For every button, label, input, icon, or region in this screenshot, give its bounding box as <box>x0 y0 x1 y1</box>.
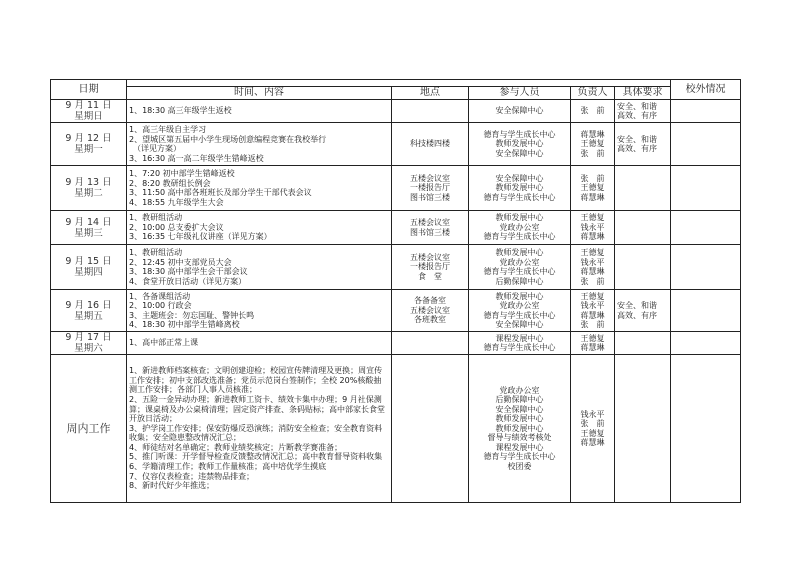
day-leaders-line: 蒋慧琳 <box>580 267 605 276</box>
day-items-line: 4、18:30 初中部学生错峰离校 <box>129 320 240 329</box>
weekly-requirements <box>615 355 671 503</box>
day-participants-line: 教师发展中心 <box>495 213 544 223</box>
day-participants-line: 教师发展中心 <box>495 183 544 193</box>
day-participants-line: 党政办公室 <box>499 222 540 232</box>
day-items-line: 2、10:00 总支委扩大会议 <box>129 222 224 232</box>
day-items <box>127 245 392 290</box>
day-requirements <box>615 166 671 211</box>
day-location <box>392 332 469 355</box>
day-requirements <box>615 332 671 355</box>
day-date-line: 9 月 14 日 <box>65 216 112 228</box>
day-requirements-line: 安全、和谐 <box>617 301 657 310</box>
day-date <box>51 166 127 211</box>
day-leaders-line: 张 前 <box>580 320 605 329</box>
day-leaders <box>571 290 615 332</box>
day-leaders-line: 王德复 <box>580 139 605 149</box>
day-leaders-line: 蒋慧琳 <box>580 232 605 242</box>
day-date-line: 星期日 <box>74 111 103 122</box>
day-location <box>392 166 469 211</box>
day-leaders-line: 蒋慧琳 <box>580 310 605 320</box>
day-date-line: 星期一 <box>74 144 103 155</box>
weekly-schedule-table <box>50 79 741 503</box>
day-date-line: 9 月 15 日 <box>65 256 112 267</box>
weekly-participants-line: 校团委 <box>507 461 532 471</box>
day-date-line: 星期六 <box>74 343 103 354</box>
header-location: 地点 <box>392 87 469 100</box>
day-location <box>392 211 469 245</box>
day-date <box>51 100 127 123</box>
day-location <box>392 100 469 123</box>
header-external: 校外情况 <box>671 80 741 100</box>
day-requirements-line: 安全、和谐 <box>617 101 657 111</box>
schedule-row <box>51 245 741 290</box>
day-participants-line: 党政办公室 <box>499 301 540 310</box>
day-participants-line: 德育与学生成长中心 <box>483 343 556 352</box>
weekly-label: 周内工作 <box>51 355 127 503</box>
day-date-line: 星期二 <box>74 188 103 199</box>
day-location <box>392 290 469 332</box>
schedule-row <box>51 123 741 166</box>
weekly-participants-line: 课程发展中心 <box>495 442 544 452</box>
weekly-external <box>671 355 741 503</box>
header-spacer <box>127 80 671 87</box>
day-leaders-line: 钱永平 <box>580 301 605 310</box>
day-date-line: 星期三 <box>74 227 103 239</box>
day-participants-line: 教师发展中心 <box>495 291 544 301</box>
header-date: 日期 <box>51 80 127 100</box>
day-participants-line: 教师发展中心 <box>495 248 544 257</box>
day-location <box>392 123 469 166</box>
day-location-line: 食 堂 <box>418 271 442 281</box>
day-leaders <box>571 166 615 211</box>
day-items <box>127 332 392 355</box>
weekly-participants-line: 教师发展中心 <box>495 423 544 433</box>
day-items-line: 3、16:35 七年级礼仪讲座（详见方案） <box>129 232 272 242</box>
weekly-leaders-line: 钱永平 <box>580 409 605 419</box>
day-leaders <box>571 123 615 166</box>
day-location-line: 各备备室 <box>414 296 446 306</box>
day-items <box>127 166 392 211</box>
weekly-items-line: 6、学籍清理工作；教师工作量核准；高中培优学生摸底 <box>129 462 327 472</box>
day-leaders-line: 张 前 <box>580 148 605 158</box>
day-items-line: 4、食堂开放日活动（详见方案） <box>129 276 247 286</box>
day-external <box>671 123 741 166</box>
day-participants <box>469 166 571 211</box>
schedule-row <box>51 290 741 332</box>
day-date <box>51 290 127 332</box>
day-leaders-line: 张 前 <box>580 106 605 116</box>
day-date-line: 星期五 <box>74 310 103 322</box>
day-date-line: 9 月 11 日 <box>65 100 112 111</box>
day-requirements-line: 安全、和谐 <box>617 134 657 144</box>
day-date-line: 9 月 17 日 <box>65 332 112 343</box>
day-items-line: 2、12:45 初中支部党员大会 <box>129 257 232 267</box>
day-items-line: 3、18:30 高中部学生会干部会议 <box>129 267 248 276</box>
day-location <box>392 245 469 290</box>
day-requirements <box>615 211 671 245</box>
weekly-work-row <box>51 355 741 503</box>
day-participants <box>469 290 571 332</box>
day-items-line: 1、教研组活动 <box>129 213 183 223</box>
day-participants-line: 德育与学生成长中心 <box>483 129 556 139</box>
day-items <box>127 211 392 245</box>
day-requirements <box>615 123 671 166</box>
weekly-items-line: 5、推门听课：开学督导检查反馈整改情况汇总；高中教育督导资料收集 <box>129 452 383 462</box>
weekly-leaders-line: 蒋慧琳 <box>580 438 605 447</box>
day-date <box>51 332 127 355</box>
day-items-line: 1、高三年级自主学习 <box>129 125 207 134</box>
weekly-participants-line: 督导与绩效考核处 <box>487 433 552 443</box>
day-participants-line: 教师发展中心 <box>495 139 544 149</box>
weekly-items-line: 4、师徒结对名单确定；教师业绩奖核定；片断教学赛准备； <box>129 442 343 452</box>
day-items-line: 3、16:30 高一高二年级学生错峰返校 <box>129 153 264 163</box>
day-participants-line: 安全保障中心 <box>495 106 544 116</box>
day-external <box>671 100 741 123</box>
day-date-line: 9 月 16 日 <box>65 299 112 311</box>
day-location-line: 五楼会议室 <box>410 173 450 183</box>
day-participants <box>469 332 571 355</box>
weekly-items-line: 3、护学岗工作安排；保安防爆反恐演练；消防安全检查；安全教育资料收集；安全隐患整改情况汇总； <box>129 423 383 443</box>
day-leaders-line: 蒋慧琳 <box>580 192 605 202</box>
weekly-items-line: 2、五险一金异动办理；新进教师工资卡、绩效卡集中办理；9 月社保测算；课桌椅及办公桌椅清理；固定资产排查、条码贴标；高中部家长食堂开放日活动； <box>129 394 385 424</box>
day-date <box>51 211 127 245</box>
weekly-leaders-line: 王德复 <box>580 428 605 438</box>
day-items <box>127 123 392 166</box>
day-leaders-line: 张 前 <box>580 173 605 183</box>
weekly-items-line: 8、新时代好少年推选； <box>129 481 215 491</box>
header-requirements: 具体要求 <box>615 87 671 100</box>
schedule-row <box>51 166 741 211</box>
day-leaders-line: 王德复 <box>580 183 605 193</box>
day-requirements-line: 高效、有序 <box>617 310 657 320</box>
day-external <box>671 332 741 355</box>
day-location-line: 一楼报告厅 <box>410 262 450 272</box>
weekly-participants-line: 后勤保障中心 <box>495 395 544 405</box>
day-leaders-line: 钱永平 <box>580 222 605 232</box>
day-location-line: 图书馆三楼 <box>410 192 450 202</box>
weekly-participants-line: 教师发展中心 <box>495 414 544 424</box>
day-items-line: 2、8:20 教研组长例会 <box>129 178 211 188</box>
weekly-leaders <box>571 355 615 503</box>
day-leaders-line: 蒋慧琳 <box>580 129 605 139</box>
day-date-line: 星期四 <box>74 267 103 278</box>
day-leaders-line: 王德复 <box>580 291 605 301</box>
day-items-line: 3、11:50 高中部各班班长及部分学生干部代表会议 <box>129 188 312 197</box>
schedule-row <box>51 211 741 245</box>
header-leader: 负责人 <box>571 87 615 100</box>
day-items-line: 1、各备课组活动 <box>129 291 191 301</box>
day-leaders <box>571 211 615 245</box>
day-items-line: 2、10:00 行政会 <box>129 301 192 310</box>
schedule-row <box>51 332 741 355</box>
day-leaders-line: 王德复 <box>580 213 605 223</box>
weekly-participants-line: 德育与学生成长中心 <box>483 452 556 462</box>
day-leaders <box>571 100 615 123</box>
day-participants <box>469 211 571 245</box>
day-date <box>51 245 127 290</box>
day-location-line: 五楼会议室 <box>410 252 450 262</box>
day-date-line: 9 月 13 日 <box>65 177 112 188</box>
weekly-participants <box>469 355 571 503</box>
day-leaders <box>571 332 615 355</box>
day-location-line: 五楼会议室 <box>410 305 450 315</box>
day-participants-line: 安全保障中心 <box>495 148 544 158</box>
day-date-line: 9 月 12 日 <box>65 133 112 144</box>
day-participants-line: 德育与学生成长中心 <box>483 310 556 320</box>
day-items-line: 2、望城区第五届中小学生现场创意编程竞赛在我校举行 <box>129 134 327 144</box>
weekly-location <box>392 355 469 503</box>
day-leaders-line: 蒋慧琳 <box>580 343 605 352</box>
day-external <box>671 245 741 290</box>
day-location-line: 一楼报告厅 <box>410 183 450 193</box>
day-items-line: 1、教研组活动 <box>129 248 183 257</box>
day-items-line: 1、7:20 初中部学生错峰返校 <box>129 169 235 178</box>
day-requirements-line: 高效、有序 <box>617 111 657 120</box>
day-participants-line: 安全保障中心 <box>495 173 544 183</box>
day-requirements <box>615 245 671 290</box>
day-requirements-line: 高效、有序 <box>617 144 657 153</box>
day-items <box>127 100 392 123</box>
day-leaders <box>571 245 615 290</box>
day-items-line: 3、主题班会：勿忘国耻、警钟长鸣 <box>129 310 255 320</box>
day-items-line: 4、18:55 九年级学生大会 <box>129 197 224 207</box>
day-items-line: 1、18:30 高三年级学生返校 <box>129 106 232 116</box>
table-top-row <box>51 80 741 87</box>
weekly-items-line: 7、仪容仪表检查；违禁物品排查； <box>129 471 255 481</box>
day-items-line: （详见方案） <box>129 144 181 153</box>
weekly-participants-line: 党政办公室 <box>499 385 540 395</box>
day-location-line: 图书馆三楼 <box>410 227 450 237</box>
schedule-row <box>51 100 741 123</box>
day-participants-line: 德育与学生成长中心 <box>483 192 556 202</box>
weekly-items-line: 1、新进教师档案核查；文明创建迎检；校园宣传牌清理及更换；周宣传工作安排；初中支部改选准备；党员示范岗台签制作；全校 20%核酸抽测工作安排；各部门人事人员核准； <box>129 366 383 395</box>
day-external <box>671 290 741 332</box>
day-participants-line: 安全保障中心 <box>495 320 544 329</box>
day-leaders-line: 张 前 <box>580 276 605 286</box>
day-location-line: 五楼会议室 <box>410 218 450 227</box>
day-items-line: 1、高中部正常上课 <box>129 338 199 348</box>
day-requirements <box>615 290 671 332</box>
day-leaders-line: 王德复 <box>580 333 605 343</box>
weekly-participants-line: 安全保障中心 <box>495 404 544 414</box>
day-participants-line: 后勤保障中心 <box>495 276 544 286</box>
weekly-items <box>127 355 392 503</box>
day-requirements <box>615 100 671 123</box>
day-leaders-line: 王德复 <box>580 248 605 257</box>
day-participants <box>469 123 571 166</box>
day-participants-line: 德育与学生成长中心 <box>483 267 556 276</box>
header-participants: 参与人员 <box>469 87 571 100</box>
header-content: 时间、内容 <box>127 87 392 100</box>
day-location-line: 科技楼四楼 <box>410 139 450 149</box>
weekly-leaders-line: 张 前 <box>580 419 605 428</box>
day-items <box>127 290 392 332</box>
day-location-line: 各班教室 <box>414 315 446 325</box>
day-leaders-line: 钱永平 <box>580 257 605 267</box>
day-date <box>51 123 127 166</box>
day-external <box>671 211 741 245</box>
day-participants-line: 党政办公室 <box>499 257 540 267</box>
header-row <box>51 87 741 100</box>
day-participants-line: 课程发展中心 <box>495 333 544 343</box>
day-external <box>671 166 741 211</box>
day-participants <box>469 245 571 290</box>
day-participants <box>469 100 571 123</box>
day-participants-line: 德育与学生成长中心 <box>483 232 556 242</box>
